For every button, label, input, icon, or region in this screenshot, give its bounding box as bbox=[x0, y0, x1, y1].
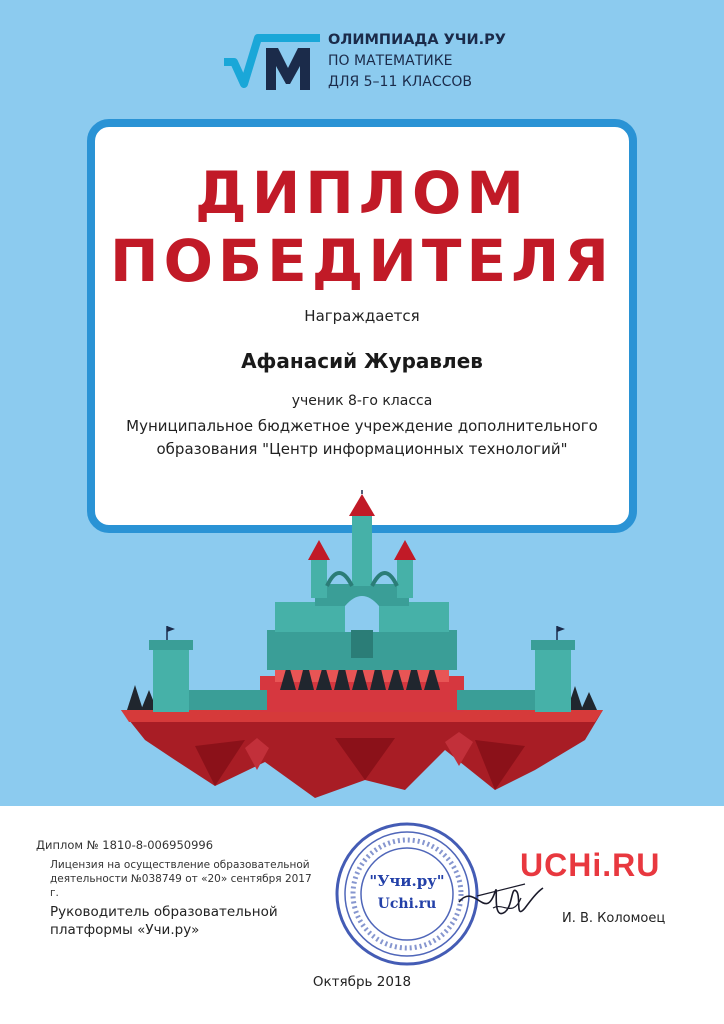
organization-line-1: Муниципальное бюджетное учреждение дополнительного bbox=[126, 417, 598, 435]
license-line-2: деятельности №038749 от «20» сентября 2017 г. bbox=[50, 873, 312, 899]
issue-date: Октябрь 2018 bbox=[312, 974, 412, 990]
organization-line-2: образования "Центр информационных технологий" bbox=[156, 440, 568, 458]
certificate-card bbox=[87, 119, 637, 533]
logo-text bbox=[328, 30, 506, 93]
recipient-name: Афанасий Журавлев bbox=[241, 349, 483, 373]
license-line-1: Лицензия на осуществление образовательной bbox=[50, 859, 310, 871]
certificate-title-line-1: ДИПЛОМ bbox=[195, 159, 529, 227]
uchi-ru-logo: UCHi.RU bbox=[520, 847, 661, 883]
head-title-line-1: Руководитель образовательной bbox=[50, 904, 278, 920]
recipient-grade: ученик 8-го класса bbox=[291, 393, 433, 409]
license-text bbox=[50, 858, 320, 900]
awarded-label: Награждается bbox=[304, 307, 420, 325]
logo-line-3: ДЛЯ 5–11 КЛАССОВ bbox=[328, 74, 473, 90]
logo-line-1: ОЛИМПИАДА УЧИ.РУ bbox=[328, 32, 506, 48]
stamp-text-2: Uchi.ru bbox=[377, 896, 437, 912]
diploma-number: Диплом № 1810-8-006950996 bbox=[36, 838, 214, 852]
head-title bbox=[50, 903, 310, 939]
signer-name: И. В. Коломоец bbox=[562, 911, 666, 926]
sqrt-m-logo-icon bbox=[222, 32, 322, 94]
head-title-line-2: платформы «Учи.ру» bbox=[50, 922, 200, 938]
olympiad-logo bbox=[222, 28, 522, 98]
recipient-organization bbox=[105, 415, 619, 461]
logo-line-2: ПО МАТЕМАТИКЕ bbox=[328, 53, 453, 69]
floating-castle-illustration bbox=[115, 490, 609, 802]
stamp-text-1: "Учи.ру" bbox=[369, 872, 445, 890]
certificate-title-line-2: ПОБЕДИТЕЛЯ bbox=[110, 227, 614, 295]
